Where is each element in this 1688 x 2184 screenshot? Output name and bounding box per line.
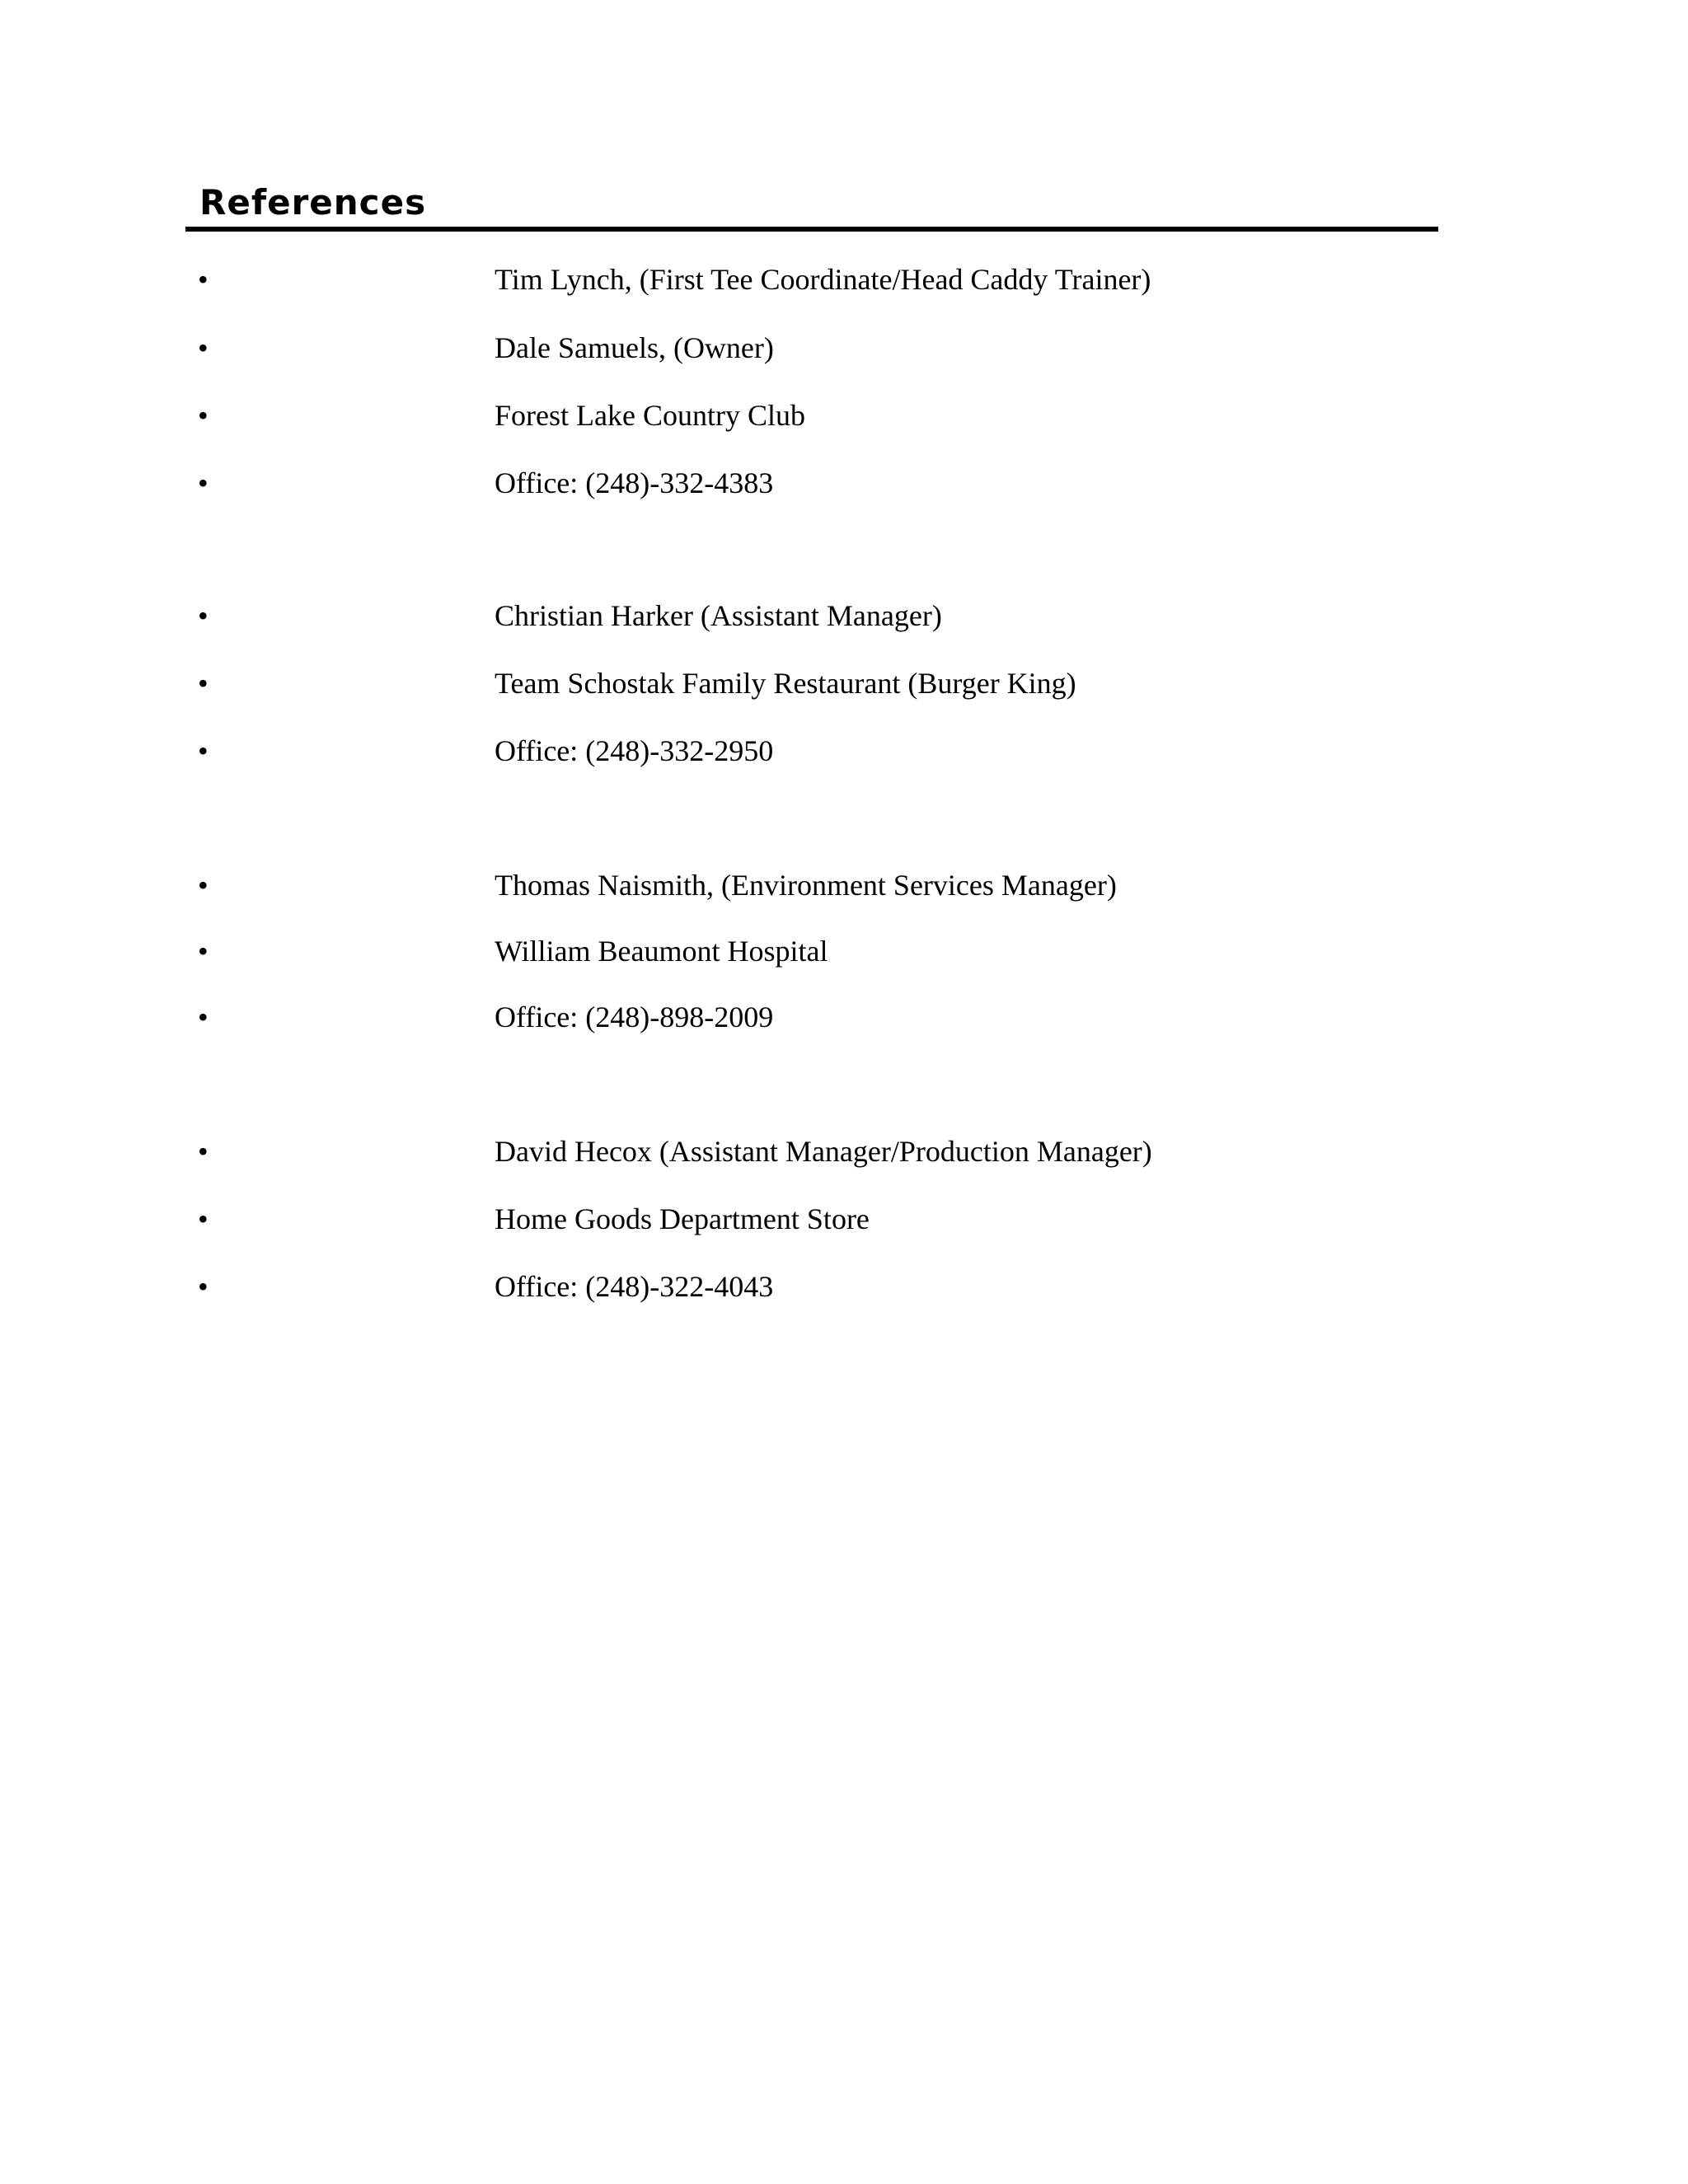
- reference-line: [0, 865, 1688, 905]
- reference-line: [0, 596, 1688, 635]
- reference-text: Home Goods Department Store: [495, 1202, 870, 1235]
- reference-text: Christian Harker (Assistant Manager): [495, 599, 942, 632]
- reference-text: Forest Lake Country Club: [495, 399, 805, 432]
- reference-text: Team Schostak Family Restaurant (Burger King): [495, 667, 1076, 700]
- bullet: •: [198, 331, 209, 364]
- bullet: •: [198, 869, 209, 902]
- reference-text: William Beaumont Hospital: [495, 935, 828, 968]
- reference-text: Office: (248)-322-4043: [495, 1270, 774, 1303]
- reference-line: [0, 328, 1688, 368]
- reference-text: Thomas Naismith, (Environment Services Manager): [495, 869, 1117, 902]
- bullet: •: [198, 667, 209, 700]
- bullet: •: [198, 399, 209, 432]
- bullet: •: [198, 1001, 209, 1033]
- reference-text: Office: (248)-332-2950: [495, 734, 774, 767]
- bullet: •: [198, 466, 209, 499]
- reference-line: [0, 1267, 1688, 1306]
- reference-line: [0, 260, 1688, 299]
- reference-line: [0, 463, 1688, 503]
- reference-text: Office: (248)-898-2009: [495, 1001, 774, 1033]
- bullet: •: [198, 599, 209, 632]
- reference-line: [0, 663, 1688, 703]
- reference-line: [0, 396, 1688, 435]
- reference-line: [0, 997, 1688, 1037]
- section-heading: References: [199, 182, 427, 223]
- reference-line: [0, 1199, 1688, 1239]
- reference-line: [0, 1132, 1688, 1171]
- bullet: •: [198, 263, 209, 296]
- reference-text: Office: (248)-332-4383: [495, 466, 774, 499]
- bullet: •: [198, 1270, 209, 1303]
- bullet: •: [198, 1135, 209, 1168]
- reference-line: [0, 731, 1688, 771]
- reference-text: Dale Samuels, (Owner): [495, 331, 774, 364]
- reference-line: [0, 931, 1688, 971]
- reference-text: Tim Lynch, (First Tee Coordinate/Head Caddy Trainer): [495, 263, 1151, 296]
- bullet: •: [198, 1202, 209, 1235]
- reference-text: David Hecox (Assistant Manager/Production Manager): [495, 1135, 1152, 1168]
- bullet: •: [198, 734, 209, 767]
- bullet: •: [198, 935, 209, 968]
